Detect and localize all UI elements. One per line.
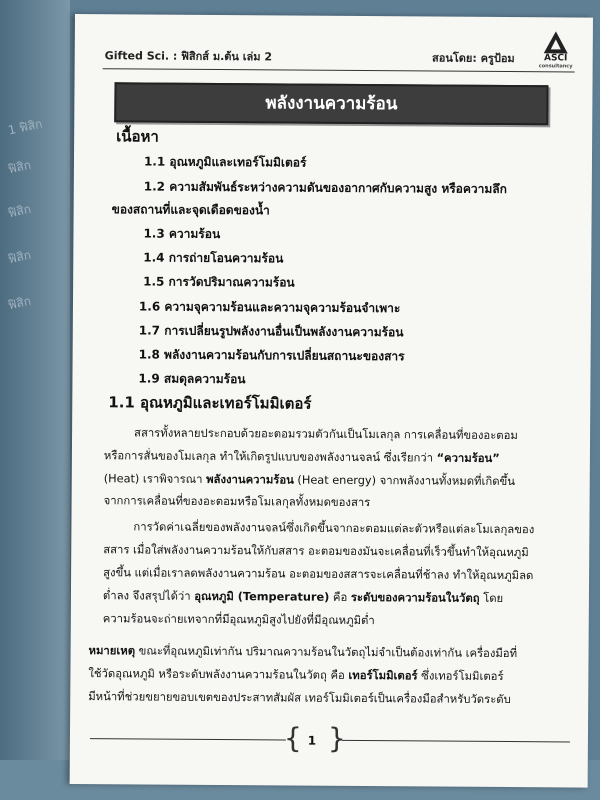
footer-divider-right [342, 740, 570, 743]
bold-term: เทอร์โมมิเตอร์ [348, 668, 418, 683]
note-line [88, 641, 517, 662]
toc-item-continued: ของสถานที่และจุดเดือดของน้ำ [111, 202, 270, 218]
book-title: Gifted Sci. : ฟิสิกส์ ม.ต้น เล่ม 2 [104, 49, 273, 64]
toc-item: 1.2 ความสัมพันธ์ระหว่างความดันของอากาศกับความสูง หรือความลึก [143, 179, 508, 197]
text-span: ซึ่งเทอร์โมมิเตอร์ [417, 669, 504, 684]
bold-term: “ความร้อน” [436, 451, 500, 465]
text-span: ต่ำลง จึงสรุปได้ว่า [102, 589, 195, 603]
text-span: โดย [479, 591, 504, 606]
chapter-title: พลังงานความร้อน [114, 82, 548, 125]
paragraph-line [104, 446, 500, 467]
note-line [88, 664, 503, 685]
background-ghost-text: ฟิสิก [6, 247, 33, 267]
background-ghost-text: ฟิสิก [6, 293, 33, 313]
toc-item: 1.4 การถ่ายโอนความร้อน [143, 250, 284, 266]
paragraph-line: สสาร เมื่อใส่พลังงานความร้อนให้กับสสาร อะตอมของมันจะเคลื่อนที่เร็วขึ้นทำให้อุณหภูมิ [103, 543, 529, 560]
paragraph-line: ความร้อนจะถ่ายเทจากที่มีอุณหภูมิสูงไปยังที่มีอุณหภูมิต่ำ [102, 612, 375, 628]
paragraph-line: การวัดค่าเฉลี่ยของพลังงานจลน์ซึ่งเกิดขึ้นจากอะตอมแต่ละตัวหรือแต่ละโมเลกุลของ [133, 520, 535, 537]
document-page [70, 14, 593, 788]
author-credit: สอนโดย: ครูป้อม [431, 51, 515, 66]
paragraph-line: สสารทั้งหลายประกอบด้วยอะตอมรวมตัวกันเป็นโมเลกุล การเคลื่อนที่ของอะตอม [134, 426, 518, 443]
background-table-left [0, 0, 70, 800]
paragraph-line: จากการเคลื่อนที่ของอะตอมหรือโมเลกุลทั้งหมดของสาร [103, 494, 371, 510]
toc-item: 1.6 ความจุความร้อนและความจุความร้อนจำเพาะ [138, 299, 401, 316]
bold-term: อุณหภูมิ (Temperature) [194, 589, 330, 604]
toc-item: 1.8 พลังงานความร้อนกับการเปลี่ยนสถานะของสาร [138, 347, 405, 364]
right-brace-ornament: } [327, 721, 346, 755]
text-span: ขณะที่อุณหภูมิเท่ากัน ปริมาณความร้อนในวัตถุไม่จำเป็นต้องเท่ากัน เครื่องมือที่ [135, 644, 518, 661]
toc-item: 1.7 การเปลี่ยนรูปพลังงานอื่นเป็นพลังงานความร้อน [138, 323, 404, 340]
page-number: 1 [307, 733, 317, 748]
paragraph-line [104, 469, 515, 490]
paragraph-line: สูงขึ้น แต่เมื่อเราลดพลังงานความร้อน อะตอมของสสารจะเคลื่อนที่ช้าลง ทำให้อุณหภูมิลด [103, 566, 534, 583]
logo-subtext: consultancy [538, 63, 573, 70]
toc-item: 1.9 สมดุลความร้อน [138, 371, 246, 387]
toc-item: 1.5 การวัดปริมาณความร้อน [143, 274, 295, 290]
asci-logo [537, 31, 575, 73]
text-span: ใช้วัดอุณหภูมิ หรือระดับพลังงานความร้อนในวัตถุ คือ [88, 667, 349, 682]
logo-text: ASCI [543, 53, 568, 64]
left-brace-ornament: { [283, 721, 302, 755]
page-header [105, 42, 575, 69]
bold-term: พลังงานความร้อน [206, 472, 294, 487]
background-ghost-text: 1 ฟิสิก [6, 116, 44, 138]
contents-heading: เนื้อหา [116, 127, 159, 146]
text-span: คือ [329, 590, 351, 604]
background-ghost-text: ฟิสิก [6, 201, 33, 221]
text-span: หรือการสั่นของโมเลกุล ทำให้เกิดรูปแบบของพลังงานจลน์ ซึ่งเรียกว่า [103, 449, 437, 465]
text-span: (Heat) เราพิจารณา [103, 472, 207, 486]
note-label: หมายเหตุ [88, 644, 136, 658]
background-ghost-text: ฟิสิก [6, 157, 33, 177]
text-span: (Heat energy) จากพลังงานทั้งหมดที่เกิดขึ้น [293, 473, 516, 489]
section-heading: 1.1 อุณหภูมิและเทอร์โมมิเตอร์ [108, 393, 312, 413]
toc-item: 1.3 ความร้อน [143, 226, 221, 242]
triangle-logo-icon [544, 31, 568, 53]
paragraph-line [103, 586, 503, 607]
footer-divider-left [90, 738, 286, 740]
bold-term: ระดับของความร้อนในวัตถุ [350, 590, 480, 605]
toc-item: 1.1 อุณหภูมิและเทอร์โมมิเตอร์ [143, 154, 307, 170]
note-line: มีหน้าที่ช่วยขยายขอบเขตของประสาทสัมผัส เทอร์โมมิเตอร์เป็นเครื่องมือสำหรับวัดระดับ [88, 690, 511, 707]
